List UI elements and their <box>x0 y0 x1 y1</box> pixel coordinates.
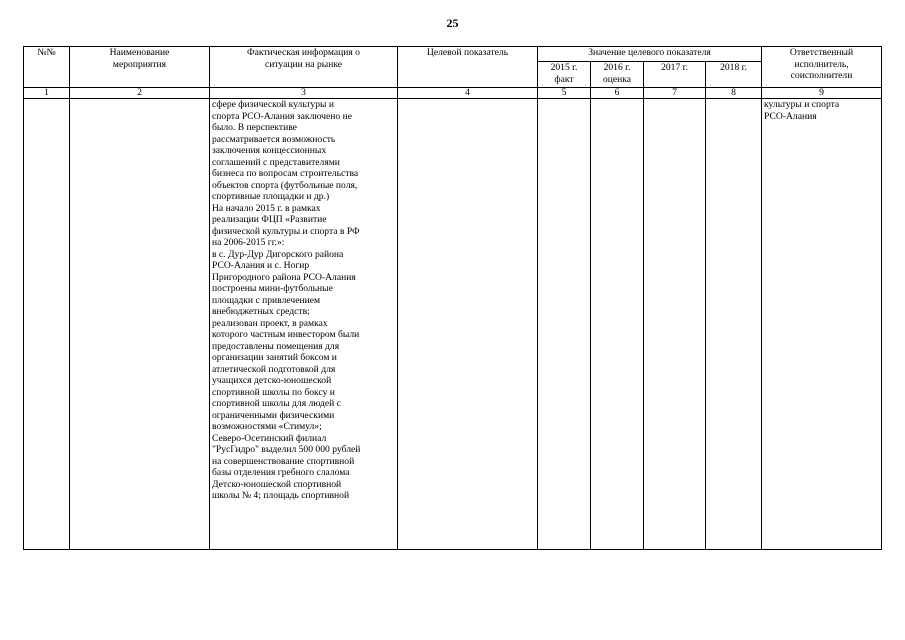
column-number: 1 <box>24 88 70 99</box>
header-responsible: Ответственный исполнитель, соисполнители <box>762 47 882 88</box>
column-number: 3 <box>210 88 398 99</box>
page-number: 25 <box>446 16 459 30</box>
header-2016: 2016 г. оценка <box>591 62 644 88</box>
cell-info: сфере физической культуры и спорта РСО-Алания заключено не было. В перспективе рассматривается возможность заключения концессионных соглашений с представителями бизнеса по вопросам строительства объектов спорта (футбольные поля, спортивные площадки и др.) На начало 2015 г. в рамках реализации ФЦП «Развитие физической культуры и спорта в РФ на 2006-2015 гг.»: в с. Дур-Дур Дигорского района РСО-Алания и с. Ногир Пригородного района РСО-Алания построены мини-футбольные площадки с привлечением внебюджетных средств; реализован проект, в рамках которого частным инвестором были предоставлены помещения для организации занятий боксом и атлетической подготовкой для учащихся детско-юношеской спортивной школы по боксу и спортивной школы для людей с ограниченными физическими возможностями «Стимул»; Северо-Осетинский филиал "РусГидро" выделил 500 000 рублей на совершенствование спортивной базы отделения гребного слалома Детско-юношеской спортивной школы № 4; площадь спортивной <box>210 99 398 550</box>
cell-num <box>24 99 70 550</box>
header-target: Целевой показатель <box>398 47 538 88</box>
header-value-group: Значение целевого показателя <box>538 47 762 62</box>
header-2018: 2018 г. <box>706 62 762 88</box>
header-name: Наименование мероприятия <box>70 47 210 88</box>
cell-target <box>398 99 538 550</box>
cell-name <box>70 99 210 550</box>
column-number: 6 <box>591 88 644 99</box>
cell-responsible: культуры и спорта РСО-Алания <box>762 99 882 550</box>
column-number-row <box>24 88 882 99</box>
cell-2015 <box>538 99 591 550</box>
column-number: 2 <box>70 88 210 99</box>
measures-table <box>23 46 882 550</box>
cell-2017 <box>644 99 706 550</box>
header-2017: 2017 г. <box>644 62 706 88</box>
column-number: 9 <box>762 88 882 99</box>
table-row <box>24 99 882 550</box>
column-number: 4 <box>398 88 538 99</box>
column-number: 7 <box>644 88 706 99</box>
header-2015: 2015 г. факт <box>538 62 591 88</box>
cell-2016 <box>591 99 644 550</box>
column-number: 5 <box>538 88 591 99</box>
header-info: Фактическая информация о ситуации на рынке <box>210 47 398 88</box>
header-num: №№ <box>24 47 70 88</box>
column-number: 8 <box>706 88 762 99</box>
cell-2018 <box>706 99 762 550</box>
